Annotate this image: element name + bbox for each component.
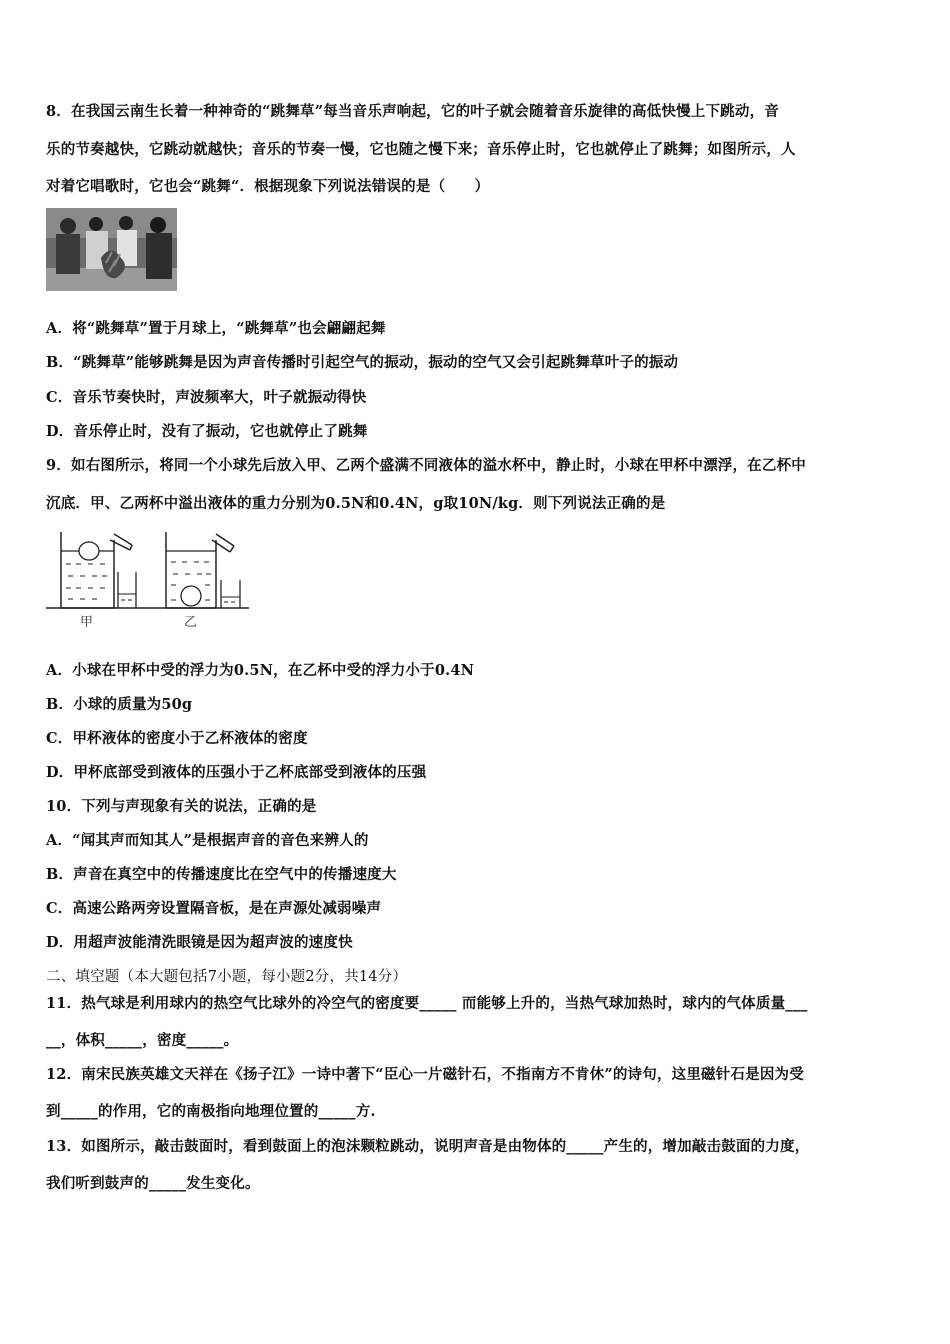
dancing-grass-photo bbox=[46, 208, 177, 291]
q8-stem-line2: 乐的节奏越快，它跳动就越快；音乐的节奏一慢，它也随之慢下来；音乐停止时，它也就停止了跳舞；如图所示，人 bbox=[46, 141, 796, 158]
cup-label-jia: 甲 bbox=[80, 615, 94, 630]
q10-option-d: D．用超声波能清洗眼镜是因为超声波的速度快 bbox=[46, 934, 353, 951]
q9-option-d: D．甲杯底部受到液体的压强小于乙杯底部受到液体的压强 bbox=[46, 764, 427, 781]
q11-line1: 11．热气球是利用球内的热空气比球外的冷空气的密度要_____ 而能够上升的，当热气球加热时，球内的气体质量___ bbox=[46, 995, 808, 1012]
q13-line1: 13．如图所示，敲击鼓面时，看到鼓面上的泡沫颗粒跳动，说明声音是由物体的_____产生的，增加敲击鼓面的力度， bbox=[46, 1138, 810, 1155]
q8-stem-line3: 对着它唱歌时，它也会“跳舞“．根据现象下列说法错误的是（ ） bbox=[46, 178, 490, 195]
q10-option-b: B．声音在真空中的传播速度比在空气中的传播速度大 bbox=[46, 866, 397, 883]
q12-line2: 到_____的作用，它的南极指向地理位置的_____方. bbox=[46, 1103, 376, 1120]
q9-option-b: B．小球的质量为50g bbox=[46, 696, 193, 713]
q11-line2: __，体积_____，密度_____。 bbox=[46, 1032, 239, 1049]
q13-line2: 我们听到鼓声的_____发生变化。 bbox=[46, 1175, 260, 1192]
section-heading-fill-in: 二、填空题（本大题包括7小题，每小题2分，共14分） bbox=[46, 969, 408, 985]
q9-option-a: A．小球在甲杯中受的浮力为0.5N，在乙杯中受的浮力小于0.4N bbox=[46, 662, 475, 679]
q8-option-a: A．将“跳舞草”置于月球上，“跳舞草”也会翩翩起舞 bbox=[46, 320, 386, 337]
cup-label-yi: 乙 bbox=[184, 615, 198, 630]
q10-stem: 10．下列与声现象有关的说法，正确的是 bbox=[46, 798, 317, 815]
q8-option-d: D．音乐停止时，没有了振动，它也就停止了跳舞 bbox=[46, 423, 368, 440]
q8-option-c: C．音乐节奏快时，声波频率大，叶子就振动得快 bbox=[46, 389, 367, 406]
q9-stem-line2: 沉底．甲、乙两杯中溢出液体的重力分别为0.5N和0.4N，g取10N/kg．则下列说法正确的是 bbox=[46, 495, 666, 512]
q9-stem-line1: 9．如右图所示，将同一个小球先后放入甲、乙两个盛满不同液体的溢水杯中，静止时，小球在甲杯中漂浮，在乙杯中 bbox=[46, 457, 806, 474]
q9-option-c: C．甲杯液体的密度小于乙杯液体的密度 bbox=[46, 730, 308, 747]
q12-line1: 12．南宋民族英雄文天祥在《扬子江》一诗中著下“臣心一片磁针石，不指南方不肯休”的诗句，这里磁针石是因为受 bbox=[46, 1066, 804, 1083]
overflow-cups-diagram bbox=[44, 524, 254, 634]
q10-option-a: A．“闻其声而知其人”是根据声音的音色来辨人的 bbox=[46, 832, 369, 849]
q8-stem-line1: 8．在我国云南生长着一种神奇的“跳舞草”每当音乐声响起，它的叶子就会随着音乐旋律的高低快慢上下跳动，音 bbox=[46, 103, 779, 120]
q10-option-c: C．高速公路两旁设置隔音板，是在声源处减弱噪声 bbox=[46, 900, 382, 917]
q8-option-b: B．“跳舞草”能够跳舞是因为声音传播时引起空气的振动，振动的空气又会引起跳舞草叶子的振动 bbox=[46, 354, 679, 371]
